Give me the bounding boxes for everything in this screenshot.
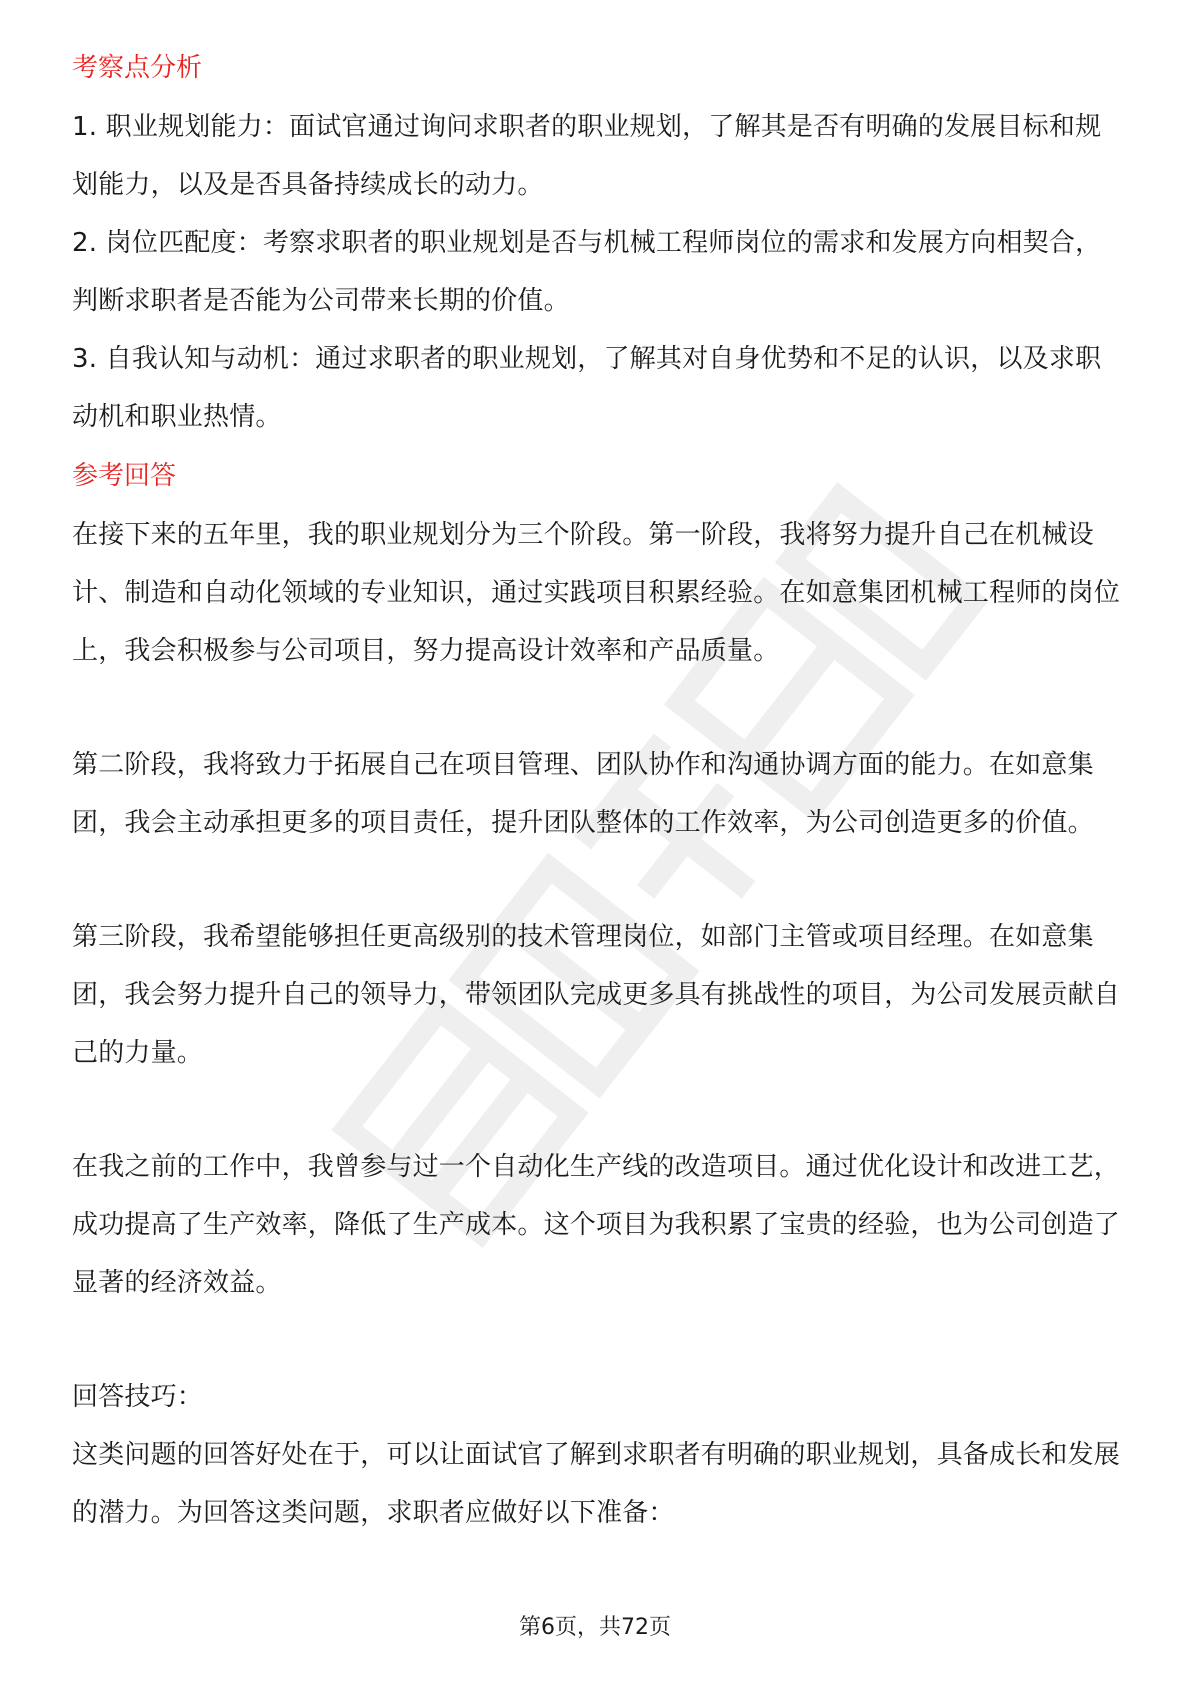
analysis-item: 2. 岗位匹配度：考察求职者的职业规划是否与机械工程师岗位的需求和发展方向相契合，判断求职者是否能为公司带来长期的价值。 — [72, 228, 1102, 316]
answer-paragraph: 第二阶段，我将致力于拓展自己在项目管理、团队协作和沟通协调方面的能力。在如意集团，我会主动承担更多的项目责任，提升团队整体的工作效率，为公司创造更多的价值。 — [72, 750, 1094, 838]
tips-paragraph: 这类问题的回答好处在于，可以让面试官了解到求职者有明确的职业规划，具备成长和发展的潜力。为回答这类问题，求职者应做好以下准备： — [72, 1440, 1121, 1528]
answer-paragraph: 第三阶段，我希望能够担任更高级别的技术管理岗位，如部门主管或项目经理。在如意集团，我会努力提升自己的领导力，带领团队完成更多具有挑战性的项目，为公司发展贡献自己的力量。 — [72, 922, 1121, 1068]
answer-heading: 参考回答 — [72, 461, 177, 491]
page-number: 第6页，共72页 — [519, 1615, 671, 1640]
document-body — [72, 48, 1120, 1542]
analysis-item: 1. 职业规划能力：面试官通过询问求职者的职业规划，了解其是否有明确的发展目标和规划能力，以及是否具备持续成长的动力。 — [72, 112, 1102, 200]
analysis-heading: 考察点分析 — [72, 53, 203, 83]
analysis-item: 3. 自我认知与动机：通过求职者的职业规划，了解其对自身优势和不足的认识，以及求职动机和职业热情。 — [72, 344, 1102, 432]
answer-paragraph: 在接下来的五年里，我的职业规划分为三个阶段。第一阶段，我将努力提升自己在机械设计、制造和自动化领域的专业知识，通过实践项目积累经验。在如意集团机械工程师的岗位上，我会积极参与公司项目，努力提高设计效率和产品质量。 — [72, 520, 1121, 666]
tips-heading: 回答技巧： — [72, 1382, 204, 1412]
answer-paragraph: 在我之前的工作中，我曾参与过一个自动化生产线的改造项目。通过优化设计和改进工艺，成功提高了生产效率，降低了生产成本。这个项目为我积累了宝贵的经验，也为公司创造了显著的经济效益。 — [72, 1152, 1121, 1298]
